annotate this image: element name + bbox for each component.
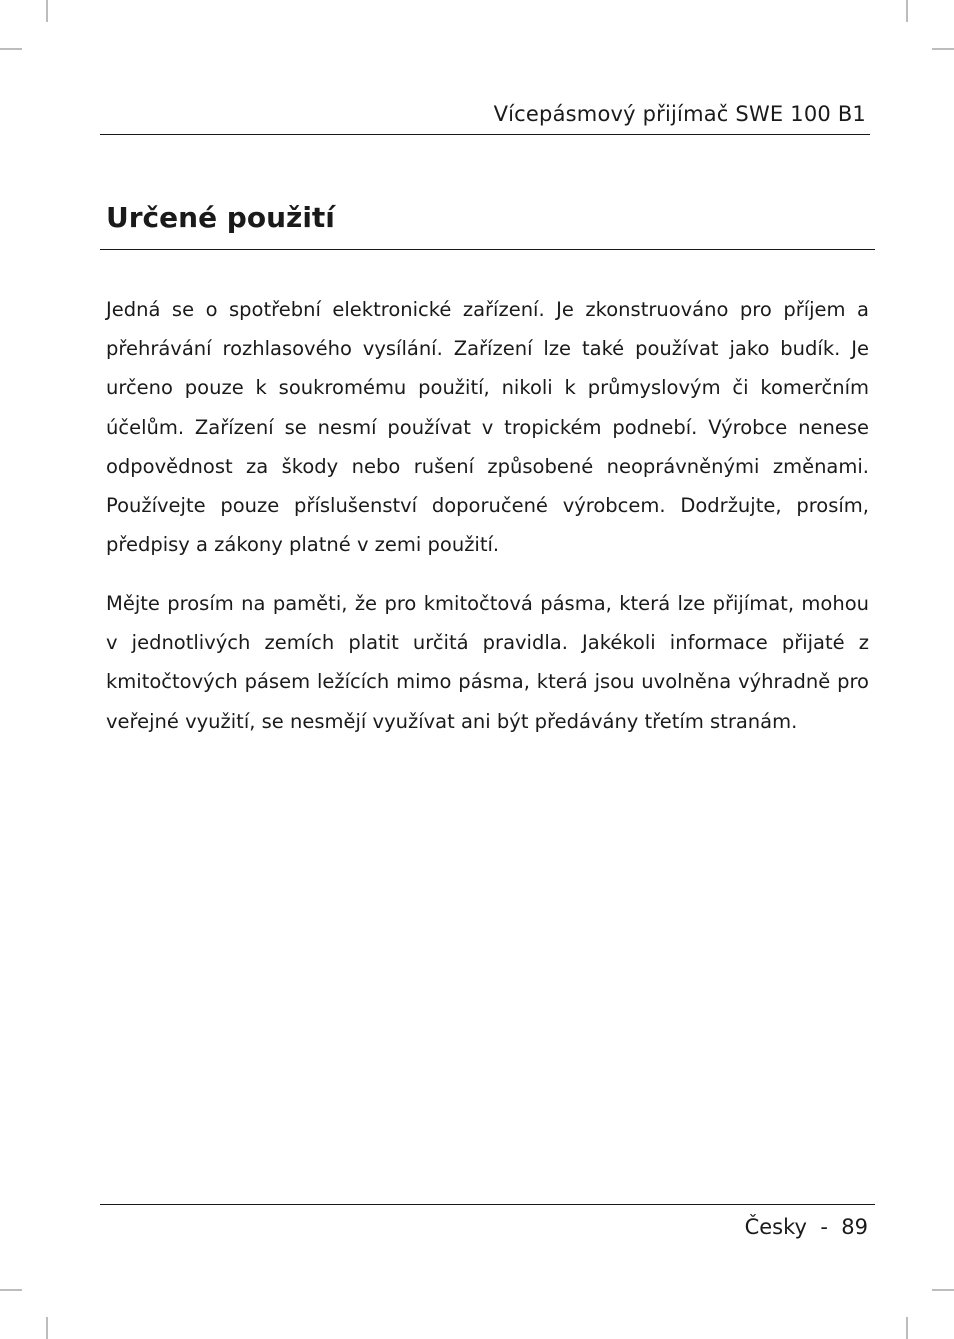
crop-mark-right-top (932, 48, 954, 50)
running-header (100, 100, 870, 135)
footer-separator: - (820, 1215, 828, 1239)
body-paragraph-2: Mějte prosím na paměti, že pro kmitočtová pásma, která lze přijímat, mohou v jednotlivých zemích platit určitá pravidla. Jakékoli informace přijaté z kmitočtových pásem ležících mimo pásma, která jsou uvolněna výhradně pro veřejné využití, se nesmějí využívat ani být předávány třetím stranám. (106, 592, 869, 733)
crop-mark-left-bottom (0, 1289, 22, 1291)
title-divider (100, 249, 875, 250)
crop-mark-bottom-right (906, 1317, 908, 1339)
running-header-title: Vícepásmový přijímač SWE 100 B1 (493, 102, 866, 126)
footer-divider (100, 1204, 875, 1205)
crop-mark-top-right (906, 0, 908, 22)
section-title: Určené použití (106, 201, 335, 234)
crop-mark-top-left (46, 0, 48, 22)
page-footer (745, 1212, 868, 1242)
body-paragraph-1: Jedná se o spotřební elektronické zařízení. Je zkonstruováno pro příjem a přehrávání rozhlasového vysílání. Zařízení lze také používat jako budík. Je určeno pouze k soukromému použití, nikoli k průmyslovým či komerčním účelům. Zařízení se nesmí používat v tropickém podnebí. Výrobce nenese odpovědnost za škody nebo rušení způsobené neoprávněnými změnami. Používejte pouze příslušenství doporučené výrobcem. Dodržujte, prosím, předpisy a zákony platné v zemi použití. (106, 298, 869, 557)
page-number: 89 (841, 1215, 868, 1239)
crop-mark-bottom-left (46, 1317, 48, 1339)
crop-mark-right-bottom (932, 1289, 954, 1291)
footer-language: Česky (744, 1215, 807, 1239)
crop-mark-left-top (0, 48, 22, 50)
